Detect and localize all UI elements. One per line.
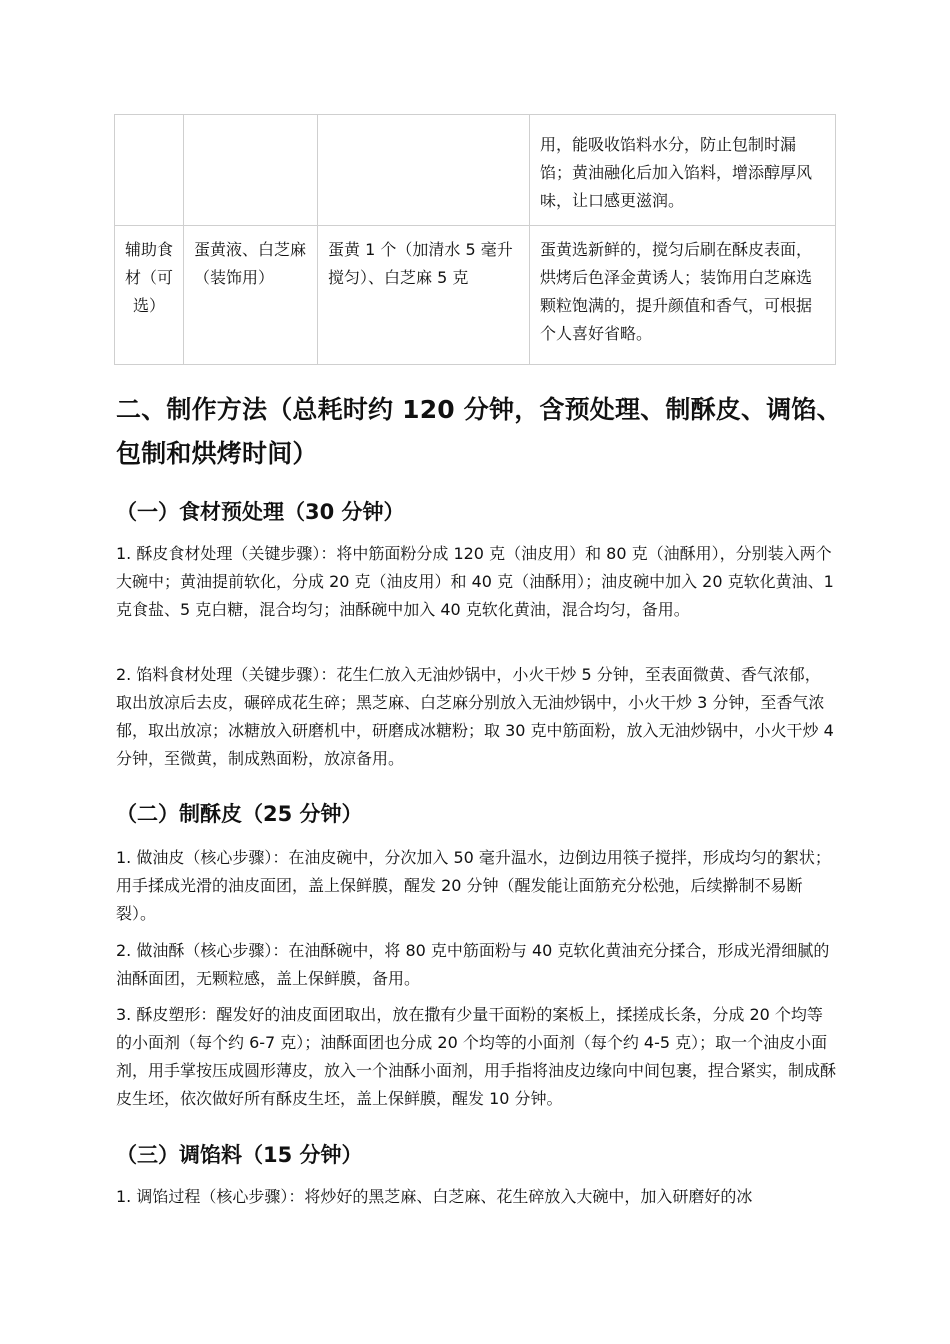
step-paragraph: 2. 馅料食材处理（关键步骤）：花生仁放入无油炒锅中，小火干炒 5 分钟，至表面微黄、香气浓郁，取出放凉后去皮，碾碎成花生碎；黑芝麻、白芝麻分别放入无油炒锅中，小火干炒 3 分钟，至香气浓郁，取出放凉；冰糖放入研磨机中，研磨成冰糖粉；取 30 克中筋面粉，放入无油炒锅中，小火干炒 4 分钟，至微黄，制成熟面粉，放凉备用。 [116,665,834,768]
step-paragraph: 1. 酥皮食材处理（关键步骤）：将中筋面粉分成 120 克（油皮用）和 80 克（油酥用），分别装入两个大碗中；黄油提前软化，分成 20 克（油皮用）和 40 克（油酥用）；油皮碗中加入 20 克软化黄油、1 克食盐、5 克白糖，混合均匀；油酥碗中加入 40 克软化黄油，混合均匀，备用。 [116,544,834,619]
table-cell-amount [318,115,530,226]
step-paragraph: 1. 调馅过程（核心步骤）：将炒好的黑芝麻、白芝麻、花生碎放入大碗中，加入研磨好的冰 [116,1187,753,1206]
table-cell-amount: 蛋黄 1 个（加清水 5 毫升搅匀）、白芝麻 5 克 [318,226,530,365]
table-cell-ingredient: 蛋黄液、白芝麻（装饰用） [184,226,318,365]
subheading-preprocessing: （一）食材预处理（30 分钟） [116,500,405,524]
subheading-filling: （三）调馅料（15 分钟） [116,1143,363,1167]
table-cell-ingredient [184,115,318,226]
ingredients-table [114,114,836,365]
section-heading-method: 二、制作方法（总耗时约 120 分钟，含预处理、制酥皮、调馅、包制和烘烤时间） [116,395,842,468]
table-cell-note: 用，能吸收馅料水分，防止包制时漏馅；黄油融化后加入馅料，增添醇厚风味，让口感更滋润。 [530,115,836,226]
subheading-pastry: （二）制酥皮（25 分钟） [116,802,363,826]
step-paragraph: 1. 做油皮（核心步骤）：在油皮碗中，分次加入 50 毫升温水，边倒边用筷子搅拌，形成均匀的絮状；用手揉成光滑的油皮面团，盖上保鲜膜，醒发 20 分钟（醒发能让面筋充分松弛，后续擀制不易断裂）。 [116,848,831,923]
table-row [115,226,836,365]
step-paragraph: 2. 做油酥（核心步骤）：在油酥碗中，将 80 克中筋面粉与 40 克软化黄油充分揉合，形成光滑细腻的油酥面团，无颗粒感，盖上保鲜膜，备用。 [116,941,830,988]
table-cell-category: 辅助食材（可选） [115,226,184,365]
table-cell-category [115,115,184,226]
table-cell-note: 蛋黄选新鲜的，搅匀后刷在酥皮表面，烘烤后色泽金黄诱人；装饰用白芝麻选颗粒饱满的，提升颜值和香气，可根据个人喜好省略。 [530,226,836,365]
step-paragraph: 3. 酥皮塑形：醒发好的油皮面团取出，放在撒有少量干面粉的案板上，揉搓成长条，分成 20 个均等的小面剂（每个约 6-7 克）；油酥面团也分成 20 个均等的小面剂（每个约 4-5 克）；取一个油皮小面剂，用手掌按压成圆形薄皮，放入一个油酥小面剂，用手指将油皮边缘向中间包裹，捏合紧实，制成酥皮生坯，依次做好所有酥皮生坯，盖上保鲜膜，醒发 10 分钟。 [116,1005,837,1108]
table-row [115,115,836,226]
